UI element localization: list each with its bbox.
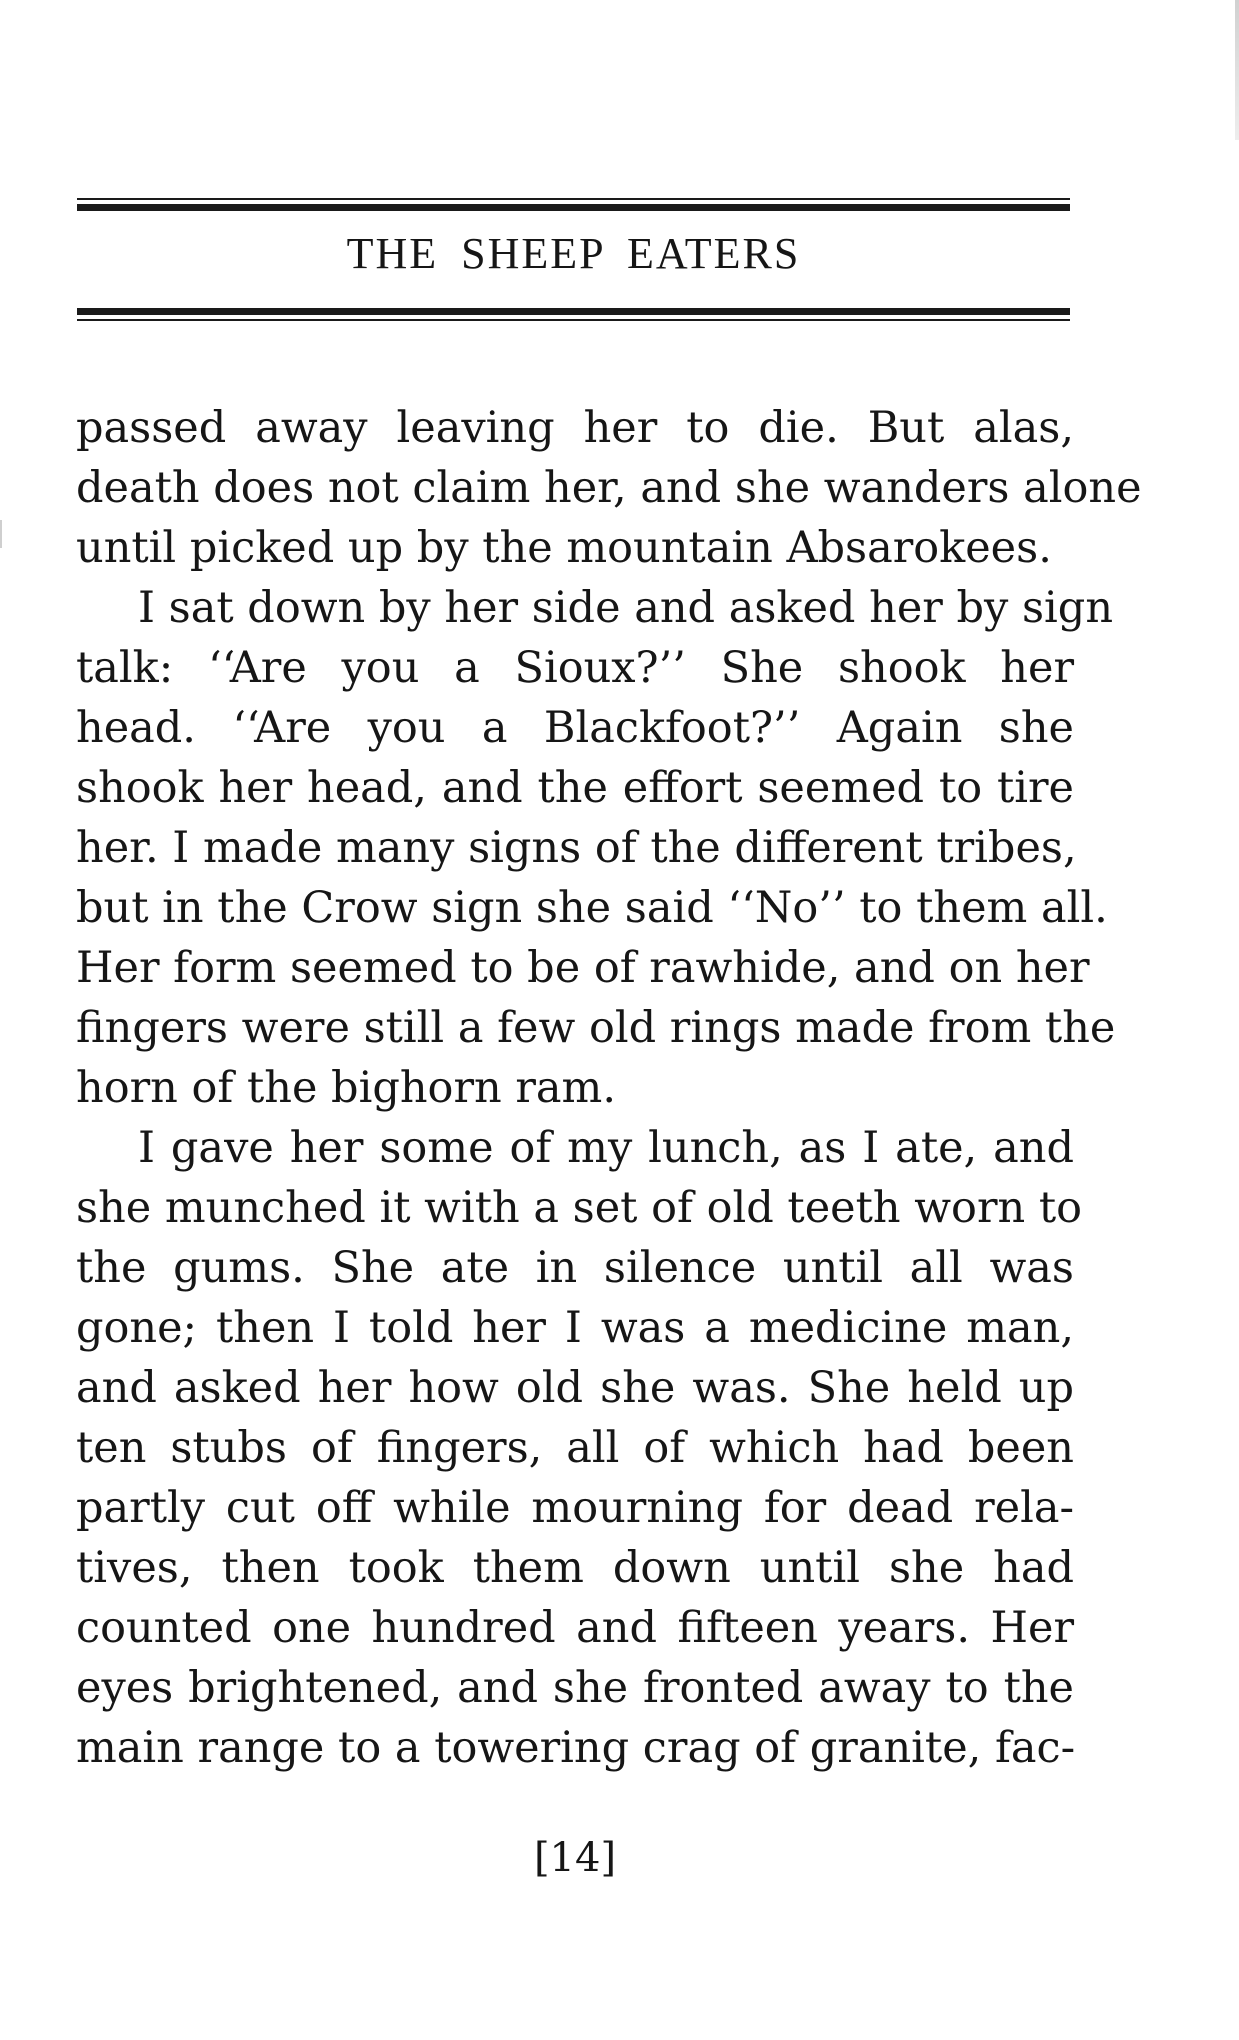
text-line: partly cut off while mourning for dead rela- [76, 1483, 1074, 1533]
rule-line-thin [77, 319, 1070, 321]
paragraph [76, 1118, 1083, 1778]
text-line: and asked her how old she was. She held up [76, 1363, 1074, 1413]
text-line: horn of the bighorn ram. [76, 1063, 616, 1113]
page-number: [14] [533, 1835, 617, 1881]
text-line: until picked up by the mountain Absarokees. [76, 523, 1052, 573]
text-line: I sat down by her side and asked her by sign [138, 583, 1114, 633]
text-line: shook her head, and the effort seemed to tire [76, 763, 1074, 813]
text-line: the gums. She ate in silence until all was [76, 1243, 1074, 1293]
body-text [76, 398, 1142, 1778]
page-edge-mark [1235, 0, 1239, 140]
rule-line-thick [77, 308, 1070, 315]
text-line: tives, then took them down until she had [76, 1543, 1074, 1593]
margin-speck [0, 520, 2, 548]
text-line: but in the Crow sign she said ‘‘No’’ to them all. [76, 883, 1108, 933]
text-line: death does not claim her, and she wanders alone [76, 463, 1142, 513]
text-line: fingers were still a few old rings made from the [76, 1003, 1116, 1053]
text-line: talk: ‘‘Are you a Sioux?’’ She shook her [76, 643, 1074, 693]
running-head: THE SHEEP EATERS [346, 229, 801, 278]
text-line: ten stubs of fingers, all of which had been [76, 1423, 1074, 1473]
header-rule-top [77, 198, 1070, 211]
text-line: main range to a towering crag of granite, fac- [76, 1723, 1076, 1773]
text-line: counted one hundred and fifteen years. Her [76, 1603, 1074, 1653]
text-line: I gave her some of my lunch, as I ate, and [138, 1123, 1074, 1173]
text-line: her. I made many signs of the different tribes, [76, 823, 1077, 873]
header-rule-bottom [77, 308, 1070, 321]
text-line: head. ‘‘Are you a Blackfoot?’’ Again she [76, 703, 1074, 753]
rule-line-thick [77, 204, 1070, 211]
text-line: she munched it with a set of old teeth worn to [76, 1183, 1083, 1233]
text-line: Her form seemed to be of rawhide, and on her [76, 943, 1090, 993]
text-line: eyes brightened, and she fronted away to the [76, 1663, 1074, 1713]
paragraph [76, 578, 1116, 1118]
text-line: passed away leaving her to die. But alas, [76, 403, 1074, 453]
text-line: gone; then I told her I was a medicine man, [76, 1303, 1074, 1353]
paragraph [76, 398, 1142, 578]
